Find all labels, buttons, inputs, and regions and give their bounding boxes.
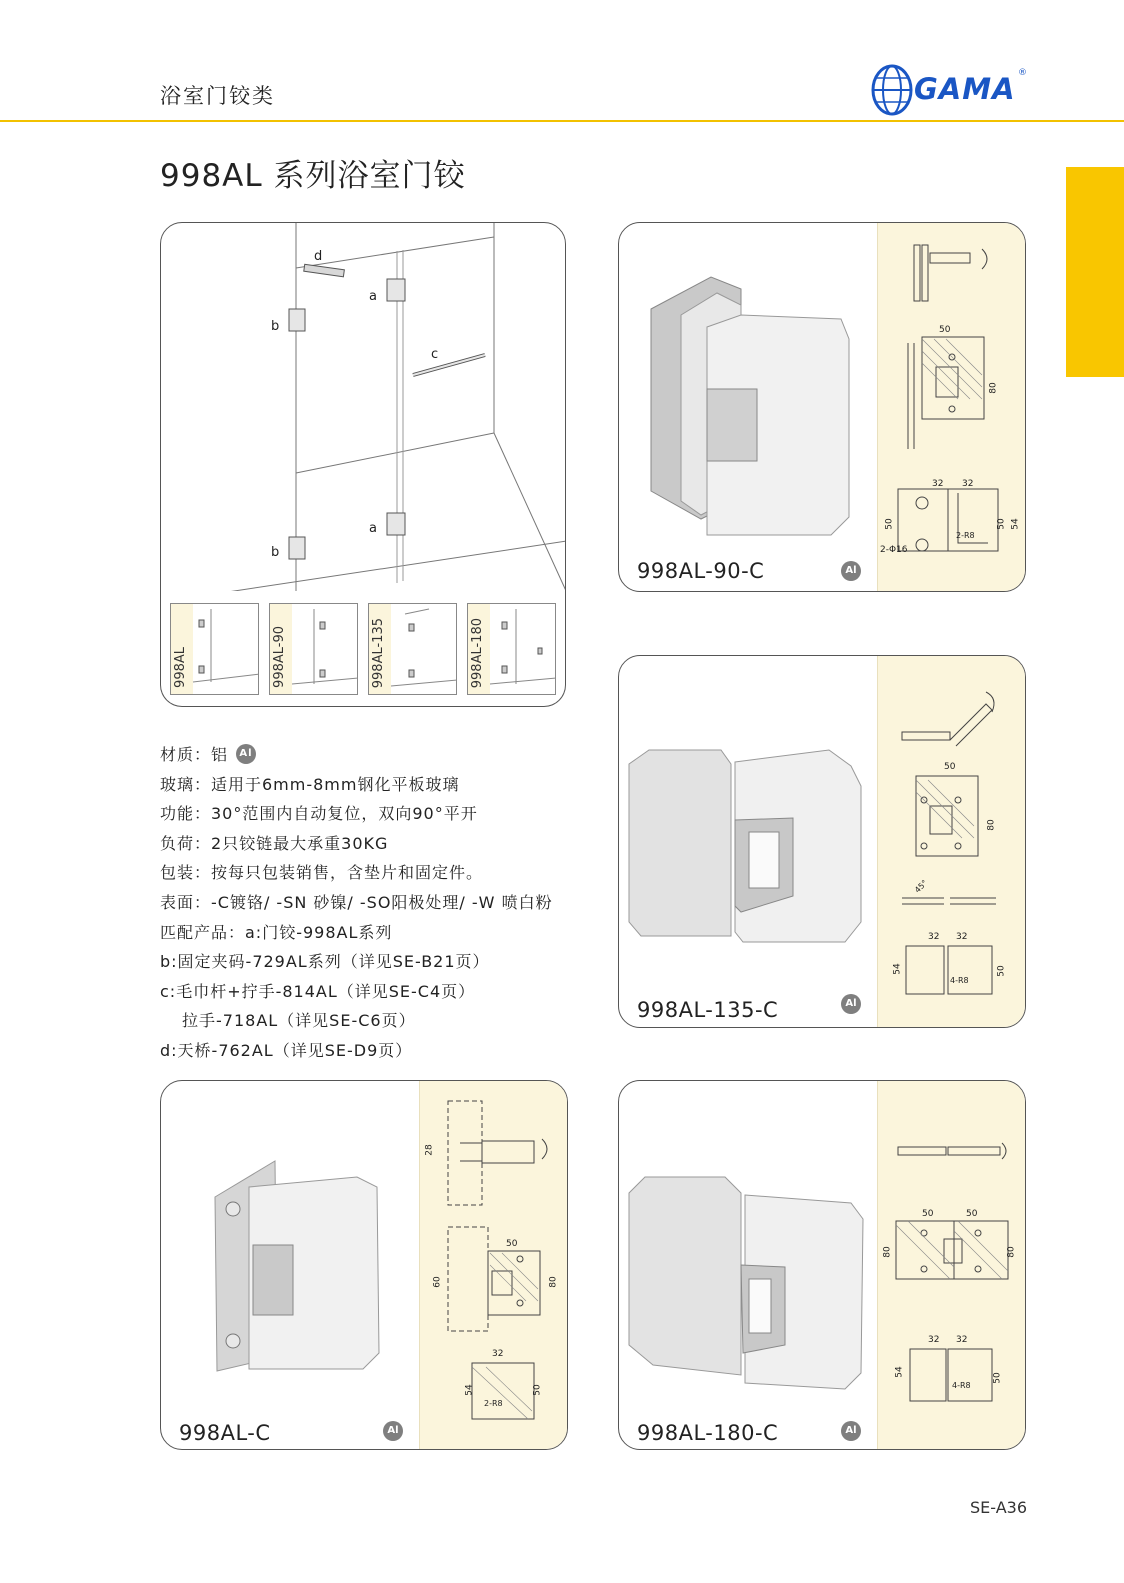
dim-b: 32: [956, 1335, 968, 1345]
model-label: 998AL-C: [179, 1421, 271, 1445]
dim-radius: 4-R8: [952, 1381, 971, 1390]
spec-match-c: c:毛巾杆+拧手-814AL（详见SE-C4页）: [160, 981, 476, 1001]
dim-b: 32: [962, 479, 974, 489]
thumbnail-998al-135: 998AL-135: [368, 603, 457, 695]
aluminium-badge: Al: [841, 994, 861, 1014]
page-title: 998AL 系列浴室门铰: [160, 158, 466, 194]
technical-drawing-area: [877, 223, 1026, 591]
spec-surface: 表面：-C镀铬/ -SN 砂镍/ -SO阳极处理/ -W 喷白粉: [160, 892, 553, 912]
dim-width: 50: [506, 1239, 518, 1249]
spec-match-a: 匹配产品：a:门铰-998AL系列: [160, 922, 393, 942]
product-card-998al-c: [160, 1080, 568, 1450]
hinge-135-image: [625, 746, 875, 956]
dim-d: 50: [532, 1384, 543, 1396]
registered-mark: ®: [1018, 68, 1027, 78]
model-label: 998AL-90-C: [637, 559, 765, 583]
aluminium-badge: Al: [383, 1421, 403, 1441]
spec-material: 材质：铝 Al: [160, 740, 590, 770]
dim-c: 50: [884, 518, 895, 530]
dim-height-right: 80: [1006, 1246, 1017, 1258]
dim-height-left: 80: [882, 1246, 893, 1258]
dim-height: 80: [986, 819, 997, 831]
technical-drawing-area: [419, 1081, 568, 1449]
gama-logo: [870, 62, 1030, 118]
technical-drawing-area: [877, 656, 1026, 1027]
part-label-d: d: [314, 249, 323, 264]
dim-radius: 2-R8: [484, 1399, 503, 1408]
model-label: 998AL-135-C: [637, 998, 779, 1022]
dim-hole: 2-Φ16: [880, 545, 908, 555]
dim-a: 32: [928, 932, 940, 942]
dim-d: 50: [996, 965, 1007, 977]
thumbnail-998al-180: 998AL-180: [467, 603, 556, 695]
technical-drawing-area: [877, 1081, 1026, 1449]
dim-b: 32: [956, 932, 968, 942]
dim-width-left: 50: [922, 1209, 934, 1219]
aluminium-badge: Al: [841, 561, 861, 581]
dim-a: 32: [492, 1349, 504, 1359]
hinge-90-image: [641, 269, 871, 549]
category-title: 浴室门铰类: [160, 84, 275, 108]
aluminium-badge: Al: [841, 1421, 861, 1441]
dim-width: 50: [944, 762, 956, 772]
dim-c: 54: [892, 963, 903, 975]
configuration-thumbnails: [160, 591, 566, 707]
hinge-wall-mount-image: [207, 1157, 397, 1377]
section-tab: [1066, 167, 1124, 377]
spec-match-d: d:天桥-762AL（详见SE-D9页）: [160, 1040, 413, 1060]
dim-angle: 45°: [912, 878, 930, 895]
header-divider: [0, 120, 1124, 122]
aluminium-badge: Al: [236, 744, 256, 764]
product-card-998al-180-c: [618, 1080, 1026, 1450]
dim-width-right: 50: [966, 1209, 978, 1219]
part-label-a: a: [369, 289, 377, 304]
part-label-c: c: [431, 347, 439, 362]
dim-c: 54: [894, 1366, 905, 1378]
model-label: 998AL-180-C: [637, 1421, 779, 1445]
spec-package: 包装：按每只包装销售，含垫片和固定件。: [160, 863, 484, 883]
dim-e: 54: [1010, 518, 1021, 530]
product-card-998al-135-c: [618, 655, 1026, 1028]
spec-match-c2: 拉手-718AL（详见SE-C6页）: [182, 1011, 416, 1031]
specification-list: [160, 740, 590, 1066]
thumbnail-998al-90: 998AL-90: [269, 603, 358, 695]
dim-a: 32: [932, 479, 944, 489]
thumbnail-998al: 998AL: [170, 603, 259, 695]
product-card-998al-90-c: [618, 222, 1026, 592]
dim-radius: 4-R8: [950, 976, 969, 985]
dim-d: 50: [992, 1372, 1003, 1384]
part-label-b: b: [271, 319, 280, 334]
dim-radius: 2-R8: [956, 531, 975, 540]
spec-function: 功能：30°范围内自动复位，双向90°平开: [160, 804, 478, 824]
globe-icon: [870, 62, 914, 118]
dim-thickness: 28: [424, 1144, 435, 1156]
spec-load: 负荷：2只铰链最大承重30KG: [160, 833, 389, 853]
page-number: SE-A36: [970, 1498, 1027, 1517]
part-label-a: a: [369, 521, 377, 536]
dim-height: 80: [988, 382, 999, 394]
dim-c: 54: [464, 1384, 475, 1396]
dim-d: 50: [996, 518, 1007, 530]
dim-a: 32: [928, 1335, 940, 1345]
spec-match-b: b:固定夹码-729AL系列（详见SE-B21页）: [160, 952, 490, 972]
hinge-180-image: [625, 1169, 875, 1399]
spec-glass: 玻璃：适用于6mm-8mm钢化平板玻璃: [160, 774, 460, 794]
dim-height-2: 60: [432, 1276, 443, 1288]
dim-width: 50: [939, 325, 951, 335]
dim-height: 80: [548, 1276, 559, 1288]
part-label-b: b: [271, 545, 280, 560]
shower-enclosure-illustration: [160, 222, 566, 592]
brand-name: GAMA: [914, 72, 1016, 106]
